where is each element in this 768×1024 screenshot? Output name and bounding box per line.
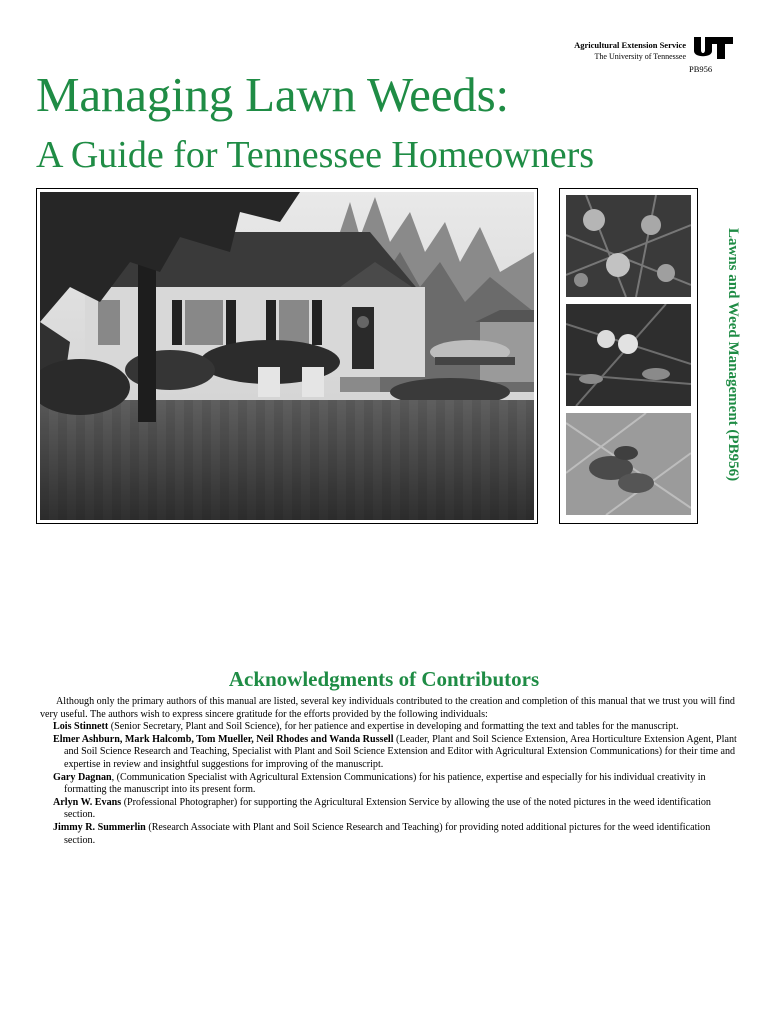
contributor-name: Elmer Ashburn, Mark Halcomb, Tom Mueller, Neil Rhodes and Wanda Russell: [53, 733, 394, 745]
contributor-entry: [40, 822, 740, 847]
contributor-entry: [40, 734, 740, 772]
contributor-text: (Research Associate with Plant and Soil Science Research and Teaching) for providing noted additional pictures for the weed identification section.: [64, 821, 711, 846]
weed-photo-strip: [559, 188, 698, 524]
weed-photo-2: [566, 304, 691, 406]
org-name: Agricultural Extension Service: [574, 40, 686, 50]
contributor-entry: [40, 721, 740, 734]
contributor-name: Arlyn W. Evans: [53, 796, 122, 808]
series-label-text: Lawns and Weed Management (PB956): [725, 228, 741, 482]
contributor-name: Jimmy R. Summerlin: [53, 821, 146, 833]
acknowledgments-body: [40, 696, 740, 847]
house-lawn-photo: [36, 188, 538, 524]
publisher-info: [574, 40, 686, 62]
contributor-entry: [40, 772, 740, 797]
contributor-name: Gary Dagnan: [53, 771, 112, 783]
contributor-text: (Professional Photographer) for supporting the Agricultural Extension Service by allowing the use of the noted pictures in the weed identification section.: [64, 796, 711, 821]
weed-photo-1: [566, 195, 691, 297]
university-name: The University of Tennessee: [594, 52, 686, 61]
series-label: [721, 228, 741, 558]
page-title: Managing Lawn Weeds:: [36, 67, 509, 122]
contributor-text: , (Communication Specialist with Agricultural Extension Communications) for his patience, expertise and especially for his individual creativity in formatting the manuscript into its present form.: [64, 771, 706, 796]
contributor-entry: [40, 797, 740, 822]
weed-photo-3: [566, 413, 691, 515]
acknowledgments-heading: Acknowledgments of Contributors: [228, 667, 540, 691]
contributor-name: Lois Stinnett: [53, 721, 109, 733]
acknowledgments-intro: Although only the primary authors of this manual are listed, several key individuals contributed to the creation and completion of this manual that we trust you will find very useful. The authors wish to express sincere gratitude for the efforts provided by the following individuals:: [40, 696, 735, 720]
ut-logo-icon: [688, 34, 734, 60]
publication-number: PB956: [689, 64, 713, 74]
page-subtitle: A Guide for Tennessee Homeowners: [36, 134, 595, 176]
contributor-text: (Leader, Plant and Soil Science Extension, Area Horticulture Extension Agent, Plant and Soil Science Research and Teaching, Specialist with Plant and Soil Science Extension and Editor with Agricultural Extension Communications) for their time and expertise in review and insightful suggestions for improving of the manuscript.: [64, 733, 737, 770]
contributor-text: (Senior Secretary, Plant and Soil Science), for her patience and expertise in developing and formatting the text and tables for the manuscript.: [108, 721, 679, 733]
house-lawn-image: [40, 192, 534, 520]
